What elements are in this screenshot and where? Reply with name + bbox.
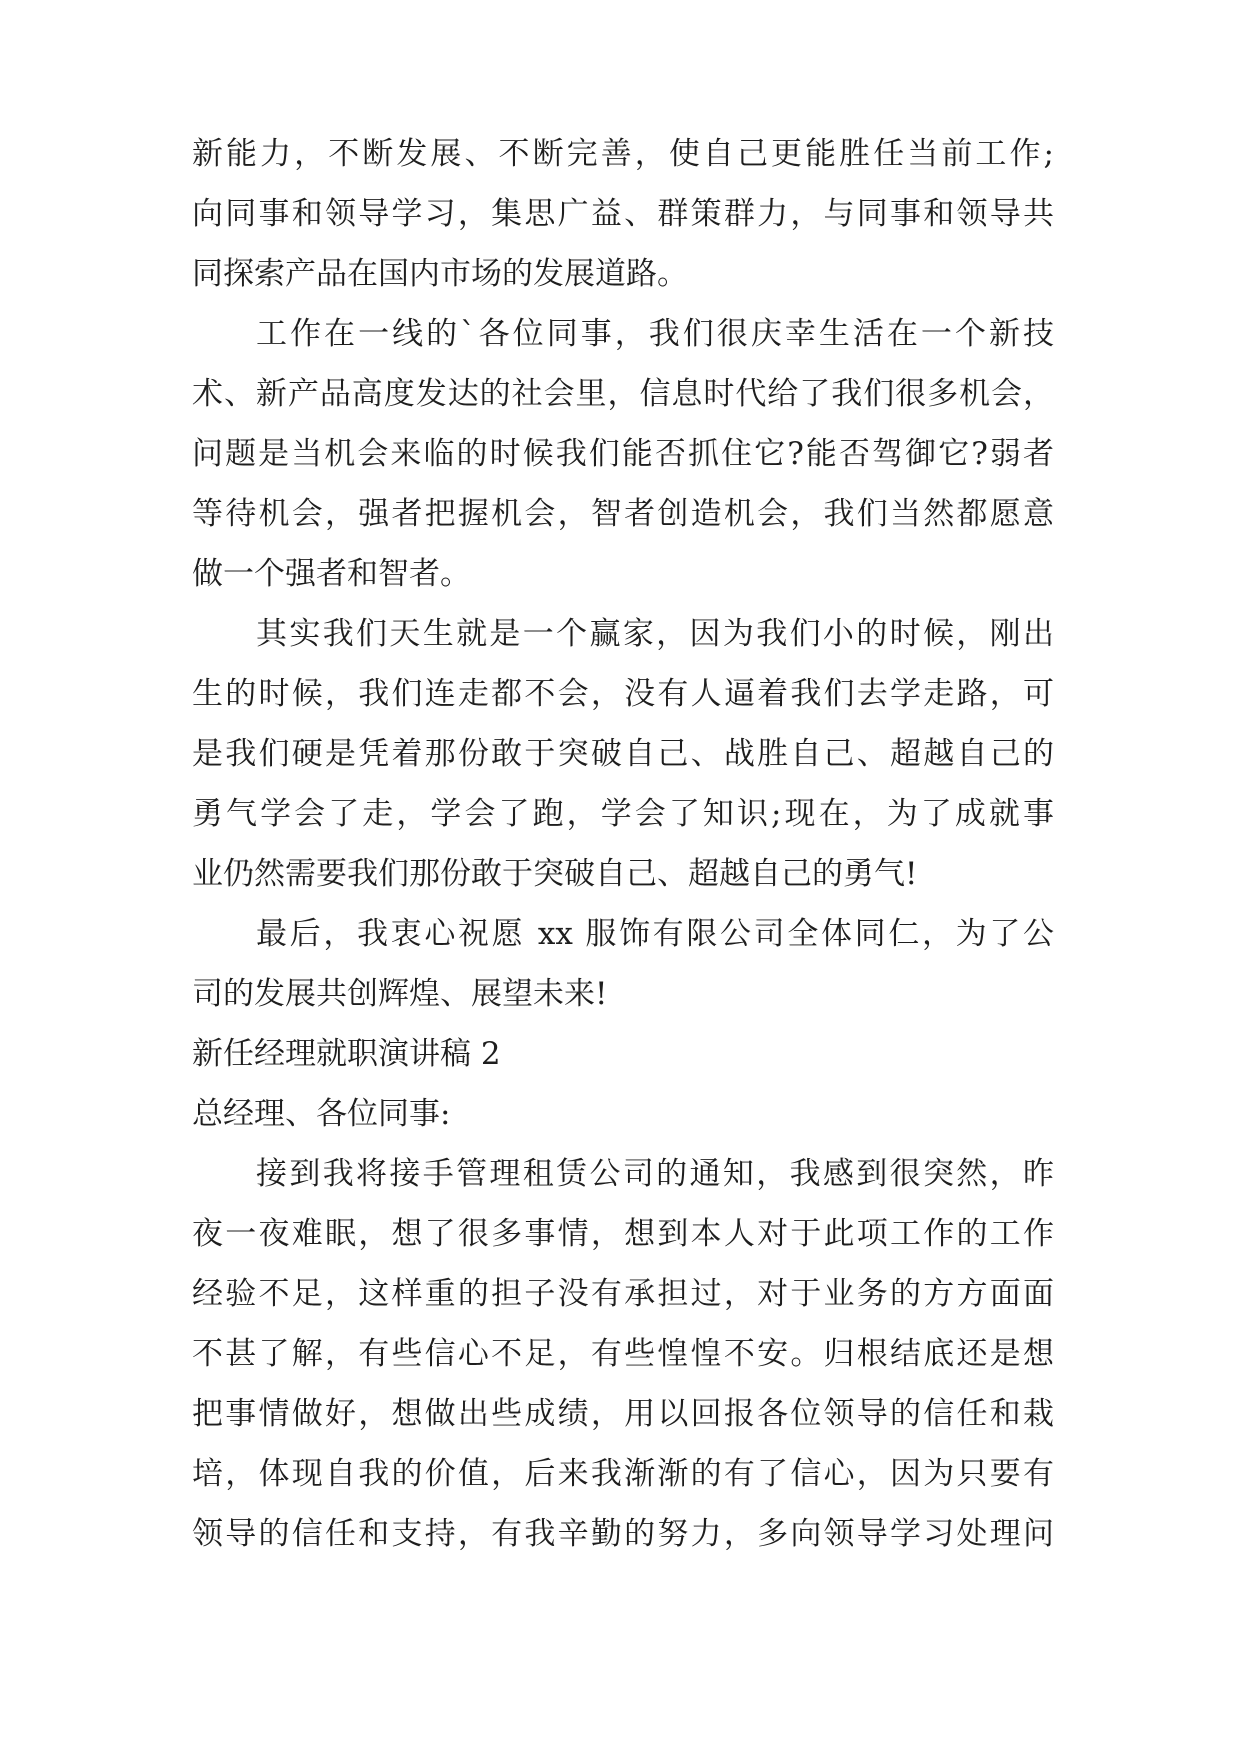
salutation-text: 总经理、各位同事: [192, 1096, 451, 1132]
text-line: 同探索产品在国内市场的发展道路。 [192, 256, 688, 292]
paragraph [192, 304, 1054, 604]
text-line: 领导的信任和支持，有我辛勤的努力，多向领导学习处理问 [192, 1516, 1054, 1552]
text-line: 问题是当机会来临的时候我们能否抓住它?能否驾御它?弱者 [192, 436, 1054, 472]
text-line: 术、新产品高度发达的社会里，信息时代给了我们很多机会， [192, 376, 1054, 412]
text-line: 司的发展共创辉煌、展望未来! [192, 976, 608, 1012]
text-line: 经验不足，这样重的担子没有承担过，对于业务的方方面面 [192, 1276, 1054, 1312]
text-line: 新能力，不断发展、不断完善，使自己更能胜任当前工作; [192, 136, 1054, 172]
text-line: 生的时候，我们连走都不会，没有人逼着我们去学走路，可 [192, 676, 1054, 712]
text-line: 夜一夜难眠，想了很多事情，想到本人对于此项工作的工作 [192, 1216, 1054, 1252]
paragraph [192, 1144, 1054, 1564]
salutation [192, 1084, 1054, 1144]
text-line: 接到我将接手管理租赁公司的通知，我感到很突然，昨 [256, 1156, 1054, 1192]
text-line: 工作在一线的`各位同事，我们很庆幸生活在一个新技 [256, 316, 1054, 352]
text-line: 不甚了解，有些信心不足，有些惶惶不安。归根结底还是想 [192, 1336, 1054, 1372]
paragraph [192, 904, 1054, 1024]
text-line: 最后，我衷心祝愿 xx 服饰有限公司全体同仁，为了公 [256, 916, 1054, 952]
text-line: 其实我们天生就是一个赢家，因为我们小的时候，刚出 [256, 616, 1054, 652]
text-line: 向同事和领导学习，集思广益、群策群力，与同事和领导共 [192, 196, 1054, 232]
text-line: 勇气学会了走，学会了跑，学会了知识;现在，为了成就事 [192, 796, 1054, 832]
text-line: 是我们硬是凭着那份敢于突破自己、战胜自己、超越自己的 [192, 736, 1054, 772]
text-line: 做一个强者和智者。 [192, 556, 471, 592]
text-line: 把事情做好，想做出些成绩，用以回报各位领导的信任和栽 [192, 1396, 1054, 1432]
section-title [192, 1024, 1054, 1084]
text-line: 培，体现自我的价值，后来我渐渐的有了信心，因为只要有 [192, 1456, 1054, 1492]
text-line: 业仍然需要我们那份敢于突破自己、超越自己的勇气! [192, 856, 918, 892]
paragraph [192, 604, 1054, 904]
document-body [192, 124, 1054, 1564]
paragraph [192, 124, 1054, 304]
section-title-text: 新任经理就职演讲稿 2 [192, 1036, 501, 1072]
text-line: 等待机会，强者把握机会，智者创造机会，我们当然都愿意 [192, 496, 1054, 532]
